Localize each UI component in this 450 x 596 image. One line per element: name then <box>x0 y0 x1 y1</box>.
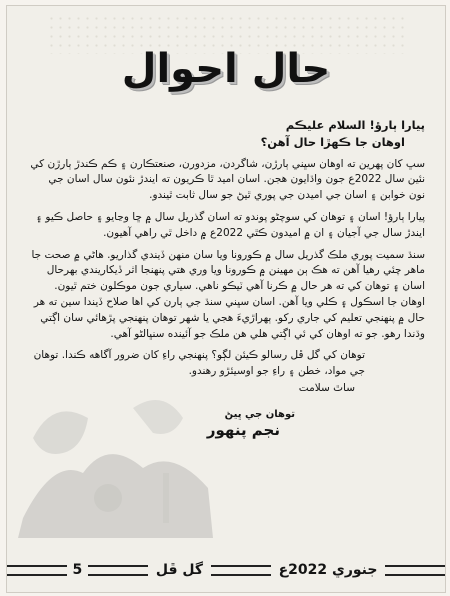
footer-rule <box>88 565 148 576</box>
page-footer <box>7 558 445 582</box>
letter-paragraph: سڀ کان پهرين ته اوهان سڀني ٻارڙن، شاگردن، مزدورن، صنعتڪارن ۽ ڪم ڪندڙ ٻارڙن کي نئين سال 2022ع جون واڌايون هجن. اسان اميد ٿا ڪريون ته ايندڙ نئون سال اسان جي نون خوابن ۽ اسان جي اميدن جي پوري ٿيڻ جو سال ثابت ٿيندو. <box>30 157 425 202</box>
magazine-page <box>6 5 446 593</box>
footer-rule <box>211 565 271 576</box>
letter-body <box>29 118 425 444</box>
letter-paragraph: پيارا ٻارؤ! اسان ۽ توهان کي سوچڻو پوندو ته اسان گذريل سال ۾ ڇا وڃايو ۽ حاصل ڪيو ۽ ايندڙ سال جي آجيان ۽ ان ۾ اميدون ڪٿي 2022ع ۾ داخل ٿي راهي آهيون. <box>35 210 425 239</box>
letter-question: اوهان جا ڪهڙا حال آهن؟ <box>260 134 405 149</box>
letter-closing: ساٿ سلامت <box>298 381 355 394</box>
page-number: 5 <box>72 562 83 578</box>
issue-date: جنوري 2022ع <box>278 562 378 578</box>
footer-rule <box>7 565 67 576</box>
page-title: حال احوال <box>121 46 331 92</box>
magazine-name: گل ڦل <box>155 562 204 578</box>
letter-paragraph: توهان کي گل ڦل رسالو ڪيئن لڳو؟ پنهنجي راءِ کان ضرور آگاهه ڪندا. توهان جي مواد، خطن ۽ راءِ جو اوسيئڙو رهندو. <box>33 349 365 378</box>
signature-name: نجم پنهور <box>206 420 280 439</box>
letter-greeting: پيارا ٻارؤ! السلام عليڪم <box>285 118 425 132</box>
title-block <box>7 44 445 94</box>
footer-rule <box>385 565 445 576</box>
letter-paragraph: سنڌ سميت پوري ملڪ گذريل سال ۾ ڪورونا ويا سان منهن ڏيندي گذاريو. هاڻي ۾ صحت جا ماهر چئي رهيا آهن ته هڪ ٻن مهينن ۾ ڪورونا ويا وري هتي پنهنجا اثر ڏيکاريندي بهرحال اسان ۽ توهان کي ته هر حال ۾ ڪرنا آهي ٽيڪو ناهي. سياري جون موڪلون ختم ٿيون. اوهان جا اسڪول ۽ ڪلي ويا آهن. اسان سڀني سنڌ جي ٻارن کي اها صلاح ڏيندا سين ته هر حال ۾ پنهنجي تعليم کي جاري رکو. ٻهراڙيءَ هجي يا شهر توهان پنهنجي پڙهائي سان اڳتي وڌندا رهو. جو ته اوهان کي ئي اڳتي هلي هن ملڪ جو آئينده سنڀالڻو آهي. <box>31 248 425 340</box>
signature-label: توهان جي ڀيڻ <box>224 408 295 420</box>
